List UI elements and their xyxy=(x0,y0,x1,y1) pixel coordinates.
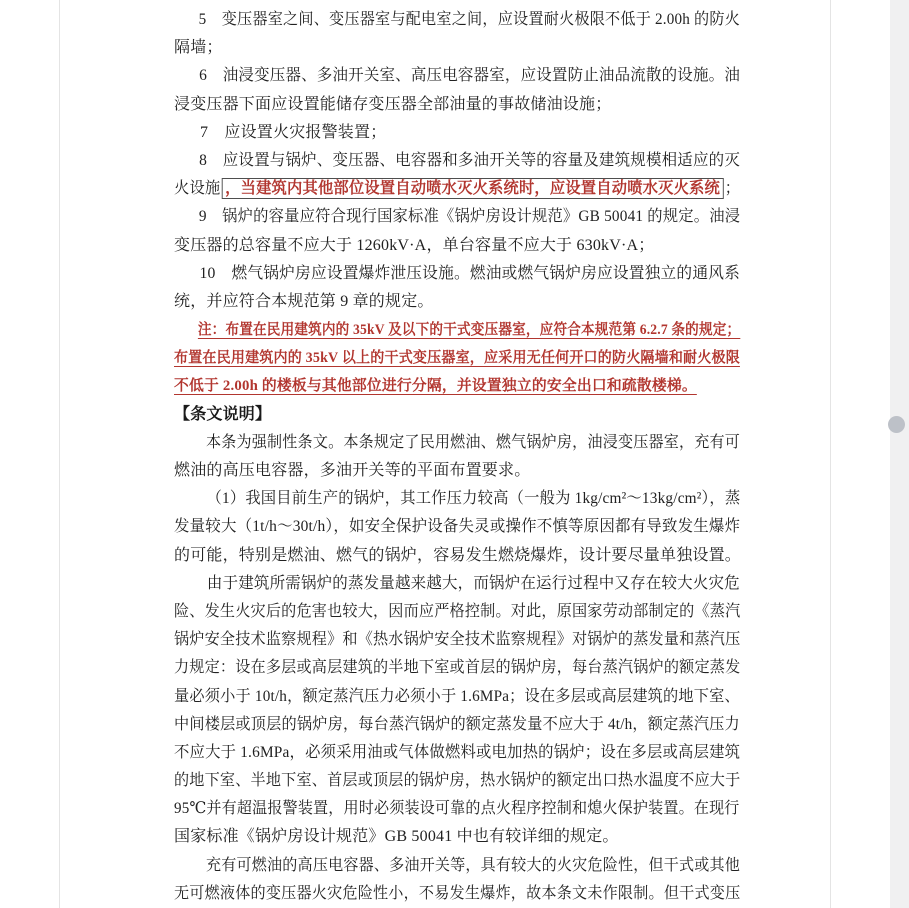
clause-8-highlight-box: ，当建筑内其他部位设置自动喷水灭火系统时，应设置自动喷水灭火系统 xyxy=(221,178,723,199)
paragraph-3-line-10: 国家标准《锅炉房设计规范》GB 50041 中也有较详细的规定。 xyxy=(174,828,619,846)
clause-6-line-2: 浸变压器下面应设置能储存变压器全部油量的事故储油设施； xyxy=(174,95,612,113)
note-line-1: 注：布置在民用建筑内的 35kV 及以下的干式变压器室，应符合本规范第 6.2.7 条的规定； xyxy=(197,322,741,339)
note-line-2: 布置在民用建筑内的 35kV 以上的干式变压器室，应采用无任何开口的防火隔墙和耐火极限 xyxy=(174,350,740,367)
paragraph-3-line-7: 不应大于 1.6MPa，必须采用油或气体做燃料或电加热的锅炉；设在多层或高层建筑 xyxy=(174,743,741,761)
paragraph-3-line-4: 力规定：设在多层或高层建筑的半地下室或首层的锅炉房，每台蒸汽锅炉的额定蒸发 xyxy=(174,659,741,677)
page-right-border xyxy=(830,0,831,908)
document-text-column xyxy=(174,6,740,908)
scrollbar-track[interactable] xyxy=(890,0,909,908)
paragraph-3-line-5: 量必须小于 10t/h，额定蒸汽压力必须小于 1.6MPa；设在多层或高层建筑的地下室、 xyxy=(174,687,740,705)
clause-7-line-1: 7 应设置火灾报警装置； xyxy=(200,123,387,141)
page-left-border xyxy=(59,0,60,908)
paragraph-1-line-2: 燃油的高压电容器，多油开关等的平面布置要求。 xyxy=(174,462,531,479)
clause-6-line-1: 6 油浸变压器、多油开关室、高压电容器室，应设置防止油品流散的设施。油 xyxy=(199,67,741,85)
paragraph-3-line-2: 险、发生火灾后的危害也较大，因而应严格控制。对此，原国家劳动部制定的《蒸汽 xyxy=(174,602,741,620)
clause-9-line-1: 9 锅炉的容量应符合现行国家标准《锅炉房设计规范》GB 50041 的规定。油浸 xyxy=(198,208,741,226)
paragraph-3-line-9: 95℃并有超温报警装置，用时必须装设可靠的点火程序控制和熄火保护装置。在现行 xyxy=(174,800,740,818)
clause-8-line-2 xyxy=(174,175,741,203)
paragraph-3-line-6: 中间楼层或顶层的锅炉房，每台蒸汽锅炉的额定蒸发量不应大于 4t/h，额定蒸汽压力 xyxy=(174,715,740,733)
clause-8-line-1: 8 应设置与锅炉、变压器、电容器和多油开关等的容量及建筑规模相适应的灭 xyxy=(199,151,741,169)
clause-5-line-1: 5 变压器室之间、变压器室与配电室之间，应设置耐火极限不低于 2.00h 的防火 xyxy=(198,11,741,28)
paragraph-4-line-2: 无可燃液体的变压器火灾危险性小，不易发生爆炸，故本条文未作限制。但干式变压 xyxy=(174,884,741,902)
paragraph-3-line-1: 由于建筑所需锅炉的蒸发量越来越大，而锅炉在运行过程中又存在较大火灾危 xyxy=(206,574,740,592)
clause-8-trailing-punctuation: ； xyxy=(724,180,741,198)
paragraph-3-line-3: 锅炉安全技术监察规程》和《热水锅炉安全技术监察规程》对锅炉的蒸发量和蒸汽压 xyxy=(174,631,741,649)
paragraph-2-line-3: 的可能，特别是燃油、燃气的锅炉，容易发生燃烧爆炸，设计要尽量单独设置。 xyxy=(174,546,742,564)
clause-8-plain-text: 火设施 xyxy=(174,180,221,198)
paragraph-3-line-8: 的地下室、半地下室、首层或顶层的锅炉房，热水锅炉的额定出口热水温度不应大于 xyxy=(174,772,741,790)
clause-10-line-1: 10 燃气锅炉房应设置爆炸泄压设施。燃油或燃气锅炉房应设置独立的通风系 xyxy=(199,264,741,282)
clause-5-line-2: 隔墙； xyxy=(174,39,223,57)
clause-9-line-2: 变压器的总容量不应大于 1260kV·A，单台容量不应大于 630kV·A； xyxy=(174,236,655,254)
note-line-3: 不低于 2.00h 的楼板与其他部位进行分隔，并设置独立的安全出口和疏散楼梯。 xyxy=(174,378,697,395)
clause-10-line-2: 统，并应符合本规范第 9 章的规定。 xyxy=(174,292,434,310)
scrollbar-thumb[interactable] xyxy=(888,416,905,433)
paragraph-2-line-2: 发量较大（1t/h～30t/h），如安全保护设备失灵或操作不慎等原因都有导致发生爆炸 xyxy=(174,518,741,536)
paragraph-4-line-1: 充有可燃油的高压电容器、多油开关等，具有较大的火灾危险性，但干式或其他 xyxy=(206,856,741,874)
paragraph-2-line-1: （1）我国目前生产的锅炉，其工作压力较高（一般为 1kg/cm²～13kg/cm²），蒸 xyxy=(206,490,741,508)
paragraph-1-line-1: 本条为强制性条文。本条规定了民用燃油、燃气锅炉房，油浸变压器室，充有可 xyxy=(206,433,741,451)
explanation-section-header: 【条文说明】 xyxy=(174,405,272,423)
